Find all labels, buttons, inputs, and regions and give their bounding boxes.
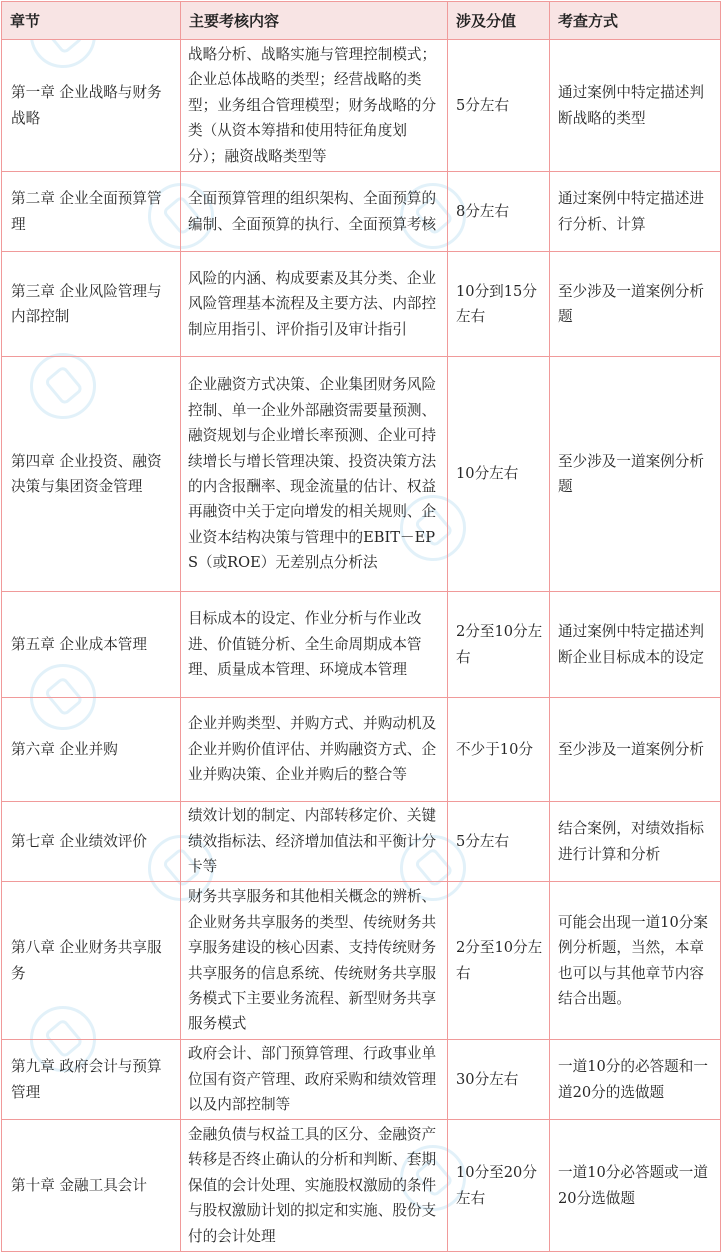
header-score: 涉及分值 — [448, 2, 550, 40]
score-cell: 不少于10分 — [448, 698, 550, 802]
method-cell: 通过案例中特定描述判断战略的类型 — [550, 40, 721, 172]
table-row — [2, 172, 721, 252]
exam-outline-table — [1, 1, 721, 1252]
exam-table-container — [1, 1, 720, 1252]
chapter-cell: 第三章 企业风险管理与内部控制 — [2, 252, 181, 357]
method-cell: 可能会出现一道10分案例分析题，当然，本章也可以与其他章节内容结合出题。 — [550, 882, 721, 1040]
chapter-cell: 第八章 企业财务共享服务 — [2, 882, 181, 1040]
table-row — [2, 357, 721, 592]
chapter-cell: 第五章 企业成本管理 — [2, 592, 181, 698]
content-cell: 风险的内涵、构成要素及其分类、企业风险管理基本流程及主要方法、内部控制应用指引、评价指引及审计指引 — [181, 252, 448, 357]
chapter-cell: 第十章 金融工具会计 — [2, 1120, 181, 1252]
score-cell: 30分左右 — [448, 1040, 550, 1120]
content-cell: 企业并购类型、并购方式、并购动机及企业并购价值评估、并购融资方式、企业并购决策、企业并购后的整合等 — [181, 698, 448, 802]
score-cell: 2分至10分左右 — [448, 592, 550, 698]
chapter-cell: 第四章 企业投资、融资决策与集团资金管理 — [2, 357, 181, 592]
score-cell: 5分左右 — [448, 40, 550, 172]
table-row — [2, 1120, 721, 1252]
method-cell: 通过案例中特定描述进行分析、计算 — [550, 172, 721, 252]
table-row — [2, 882, 721, 1040]
table-row — [2, 802, 721, 882]
header-content: 主要考核内容 — [181, 2, 448, 40]
method-cell: 至少涉及一道案例分析 — [550, 698, 721, 802]
table-row — [2, 252, 721, 357]
table-row — [2, 698, 721, 802]
score-cell: 10分至20分左右 — [448, 1120, 550, 1252]
score-cell: 8分左右 — [448, 172, 550, 252]
content-cell: 企业融资方式决策、企业集团财务风险控制、单一企业外部融资需要量预测、融资规划与企业增长率预测、企业可持续增长与增长管理决策、投资决策方法的内含报酬率、现金流量的估计、权益再融资中关于定向增发的相关规则、企业资本结构决策与管理中的EBIT－EPS（或ROE）无差别点分析法 — [181, 357, 448, 592]
chapter-cell: 第九章 政府会计与预算管理 — [2, 1040, 181, 1120]
content-cell: 金融负债与权益工具的区分、金融资产转移是否终止确认的分析和判断、套期保值的会计处理、实施股权激励的条件与股权激励计划的拟定和实施、股份支付的会计处理 — [181, 1120, 448, 1252]
content-cell: 绩效计划的制定、内部转移定价、关键绩效指标法、经济增加值法和平衡计分卡等 — [181, 802, 448, 882]
content-cell: 目标成本的设定、作业分析与作业改进、价值链分析、全生命周期成本管理、质量成本管理、环境成本管理 — [181, 592, 448, 698]
content-cell: 全面预算管理的组织架构、全面预算的编制、全面预算的执行、全面预算考核 — [181, 172, 448, 252]
chapter-cell: 第六章 企业并购 — [2, 698, 181, 802]
method-cell: 一道10分必答题或一道20分选做题 — [550, 1120, 721, 1252]
score-cell: 10分左右 — [448, 357, 550, 592]
table-row — [2, 40, 721, 172]
header-method: 考查方式 — [550, 2, 721, 40]
chapter-cell: 第二章 企业全面预算管理 — [2, 172, 181, 252]
score-cell: 10分到15分左右 — [448, 252, 550, 357]
table-row — [2, 1040, 721, 1120]
table-row — [2, 592, 721, 698]
score-cell: 5分左右 — [448, 802, 550, 882]
chapter-cell: 第一章 企业战略与财务战略 — [2, 40, 181, 172]
score-cell: 2分至10分左右 — [448, 882, 550, 1040]
chapter-cell: 第七章 企业绩效评价 — [2, 802, 181, 882]
content-cell: 财务共享服务和其他相关概念的辨析、企业财务共享服务的类型、传统财务共享服务建设的核心因素、支持传统财务共享服务的信息系统、传统财务共享服务模式下主要业务流程、新型财务共享服务模式 — [181, 882, 448, 1040]
method-cell: 至少涉及一道案例分析题 — [550, 357, 721, 592]
content-cell: 战略分析、战略实施与管理控制模式；企业总体战略的类型；经营战略的类型；业务组合管理模型；财务战略的分类（从资本筹措和使用特征角度划分）；融资战略类型等 — [181, 40, 448, 172]
method-cell: 至少涉及一道案例分析题 — [550, 252, 721, 357]
method-cell: 通过案例中特定描述判断企业目标成本的设定 — [550, 592, 721, 698]
method-cell: 一道10分的必答题和一道20分的选做题 — [550, 1040, 721, 1120]
header-chapter: 章节 — [2, 2, 181, 40]
content-cell: 政府会计、部门预算管理、行政事业单位国有资产管理、政府采购和绩效管理以及内部控制等 — [181, 1040, 448, 1120]
table-header-row — [2, 2, 721, 40]
method-cell: 结合案例，对绩效指标进行计算和分析 — [550, 802, 721, 882]
